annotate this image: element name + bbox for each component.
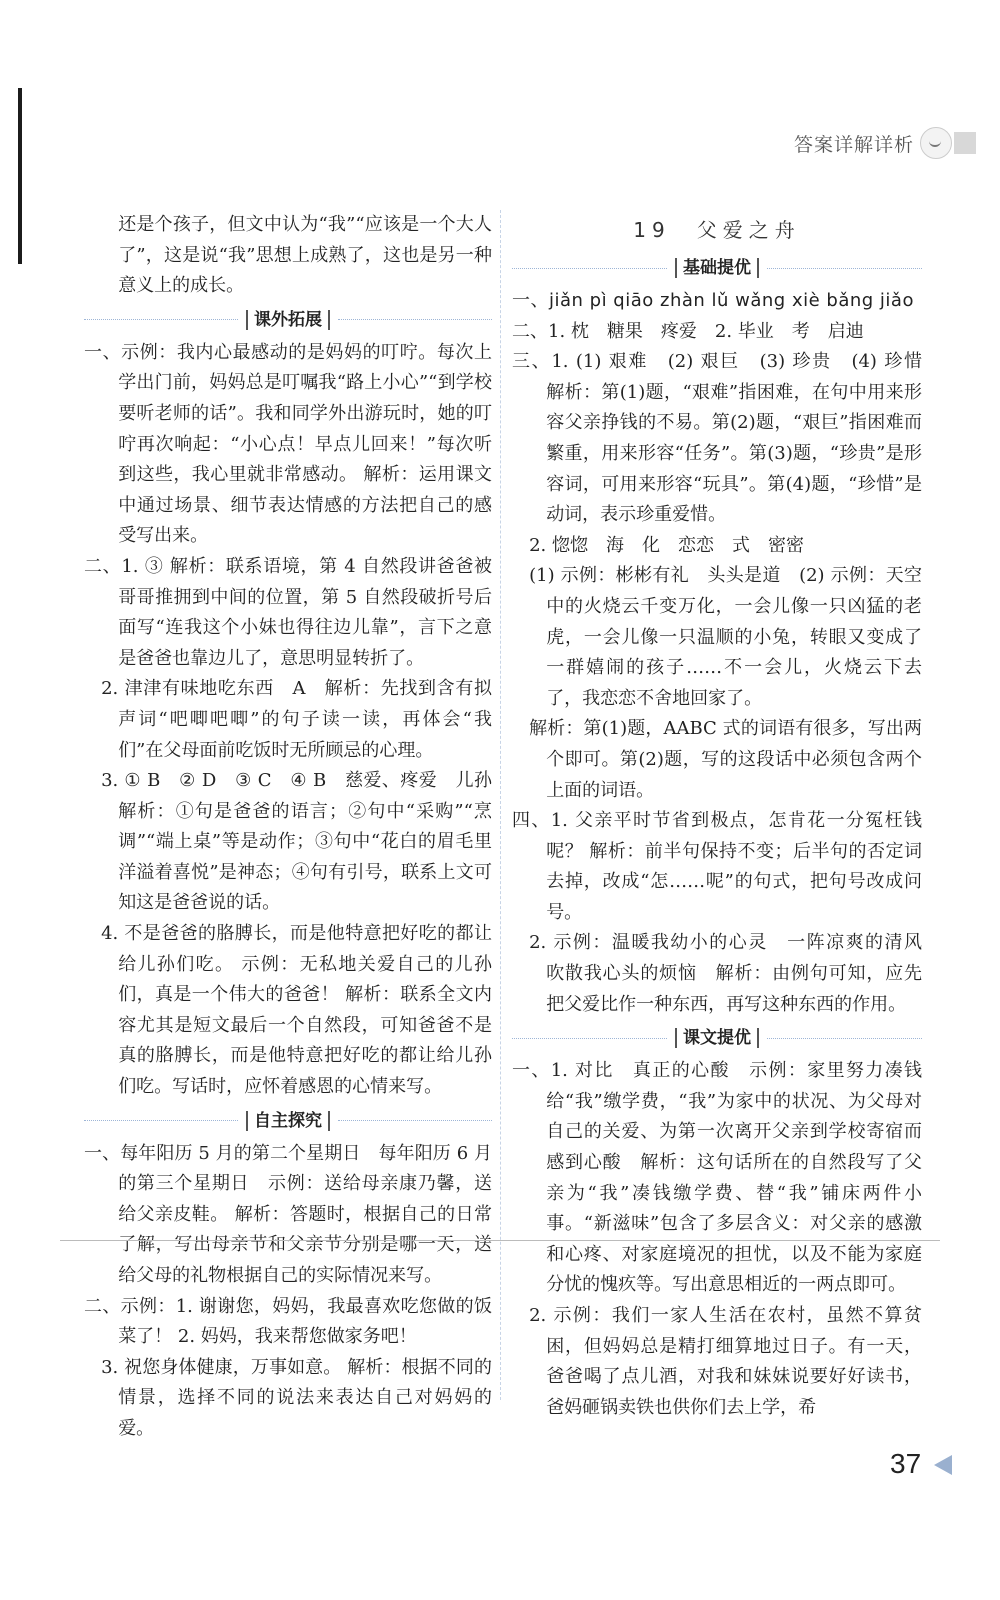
binding-spine-mark: [18, 88, 22, 264]
answer-item-pinyin: 一、jiǎn pì qiāo zhàn lǔ wǎng xiè bǎng jiǎo: [512, 290, 914, 311]
answer-item: 一、每年阳历 5 月的第二个星期日 每年阳历 6 月的第三个星期日 示例：送给母亲康乃馨，送给父亲皮鞋。 解析：答题时，根据自己的日常了解，写出母亲节和父亲节分别是哪一天，送给父母的礼物根据自己的实际情况来写。: [84, 1142, 492, 1286]
answer-item: 二、1. 枕 糖果 疼爱 2. 毕业 考 启迪: [512, 320, 864, 342]
answer-item: 2. 惚惚 海 化 恋恋 式 密密: [529, 534, 804, 556]
section-heading-label: 自主探究: [246, 1111, 330, 1131]
page-arrow-icon: [934, 1455, 952, 1475]
answer-item: 解析：第(1)题，AABC 式的词语有很多，写出两个即可。第(2)题，写的这段话中必须包含两个上面的词语。: [529, 718, 922, 801]
header-tab-marker: [954, 132, 976, 154]
answer-item: 2. 津津有味地吃东西 A 解析：先找到含有拟声词“吧唧吧唧”的句子读一读，再体会“我们”在父母面前吃饭时无所顾忌的心理。: [101, 678, 492, 761]
section-heading-text: [512, 1023, 922, 1053]
section-heading-basics: [512, 253, 922, 283]
answer-item: 一、1. 对比 真正的心酸 示例：家里努力凑钱给“我”缴学费，“我”为家中的状况、为父母对自己的关爱、为第一次离开父亲到学校寄宿而感到心酸 解析：这句话所在的自然段写了父亲为“我”凑钱缴学费、替“我”铺床两件小事。“新滋味”包含了多层含义：对父亲的感激和心疼、对家庭境况的担忧，以及不能为家庭分忧的愧疚等。写出意思相近的一两点即可。: [512, 1060, 922, 1296]
answer-item: 2. 示例：我们一家人生活在农村，虽然不算贫困，但妈妈总是精打细算地过日子。有一天，爸爸喝了点儿酒，对我和妹妹说要好好读书，爸妈砸锅卖铁也供你们去上学，希: [529, 1305, 922, 1418]
answer-item: 3. 祝您身体健康，万事如意。 解析：根据不同的情景，选择不同的说法来表达自己对妈妈的爱。: [101, 1356, 492, 1439]
page-header: [794, 126, 976, 160]
answer-item: 四、1. 父亲平时节省到极点，怎肯花一分冤枉钱呢？ 解析：前半句保持不变；后半句的否定词去掉，改成“怎……呢”的句式，把句号改成问号。: [512, 810, 922, 923]
answer-item: 三、1. (1) 艰难 (2) 艰巨 (3) 珍贵 (4) 珍惜 解析：第(1)题，“艰难”指困难，在句中用来形容父亲挣钱的不易。第(2)题，“艰巨”指困难而繁重，用来形容“任务”。第(3)题，“珍贵”是形容词，可用来形容“玩具”。第(4)题，“珍惜”是动词，表示珍重爱惜。: [512, 351, 940, 526]
section-heading-label: 课外拓展: [246, 310, 330, 330]
page-number: 37: [890, 1448, 922, 1479]
answer-item: 4. 不是爸爸的胳膊长，而是他特意把好吃的都让给儿孙们吃。 示例：无私地关爱自己的儿孙们，真是一个伟大的爸爸！ 解析：联系全文内容尤其是短文最后一个自然段，可知爸爸不是真的胳膊长，而是他特意把好吃的都让给儿孙们吃。写话时，应怀着感恩的心情来写。: [101, 923, 492, 1098]
answer-item: (1) 示例：彬彬有礼 头头是道 (2) 示例：天空中的火烧云千变万化，一会儿像一只凶猛的老虎，一会儿像一只温顺的小兔，转眼又变成了一群嬉闹的孩子……不一会儿，火烧云下去了，我恋恋不舍地回家了。: [529, 565, 922, 709]
answer-item: 二、1. ③ 解析：联系语境，第 4 自然段讲爸爸被哥哥推拥到中间的位置，第 5 自然段破折号后面写“连我这个小妹也得往边儿靠”，言下之意是爸爸也靠边儿了，意思明显转折了。: [84, 555, 492, 669]
answer-item: 二、示例：1. 谢谢您，妈妈，我最喜欢吃您做的饭菜了！ 2. 妈妈，我来帮您做家务吧！: [84, 1295, 492, 1348]
section-heading-inquiry: [84, 1106, 492, 1136]
left-column: [84, 210, 510, 1445]
answer-item: 一、示例：我内心最感动的是妈妈的叮咛。每次上学出门前，妈妈总是叮嘱我“路上小心”“到学校要听老师的话”。我和同学外出游玩时，她的叮咛再次响起：“小心点！早点儿回来！”每次听到这些，我心里就非常感动。 解析：运用课文中通过场景、细节表达情感的方法把自己的感受写出来。: [84, 341, 492, 547]
page-fold-line: [60, 1240, 940, 1241]
section-heading-label: 课文提优: [675, 1028, 759, 1048]
answer-item: 3. ① B ② D ③ C ④ B 慈爱、疼爱 儿孙 解析：①句是爸爸的语言；②句中“采购”“烹调”“端上桌”等是动作；③句中“花白的眉毛里洋溢着喜悦”是神态；④句有引号，联系上文可知这是爸爸说的话。: [101, 770, 510, 914]
continued-answer: 还是个孩子，但文中认为“我”“应该是一个大人了”，这是说“我”思想上成熟了，这也是另一种意义上的成长。: [118, 214, 492, 297]
right-column: [512, 210, 940, 1423]
smiley-logo-icon: [920, 127, 952, 159]
answer-item: 2. 示例：温暖我幼小的心灵 一阵凉爽的清风 吹散我心头的烦恼 解析：由例句可知，应先把父爱比作一种东西，再写这种东西的作用。: [529, 932, 940, 1015]
section-heading-extension: [84, 305, 492, 335]
column-divider: [500, 210, 501, 1400]
header-label: 答案详解详析: [793, 133, 914, 156]
lesson-title: 19 父爱之舟: [633, 218, 801, 242]
section-heading-label: 基础提优: [675, 258, 759, 278]
